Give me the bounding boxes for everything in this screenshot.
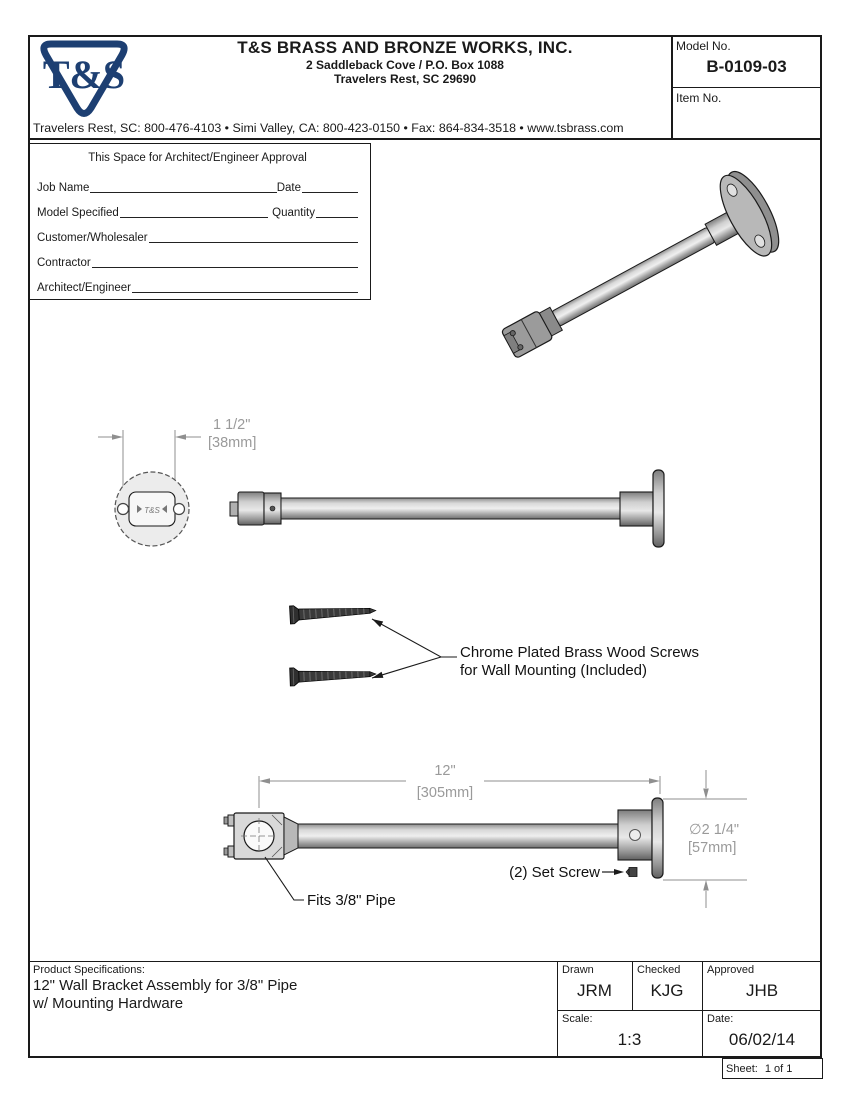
date-label: Date: [276, 182, 301, 194]
set-screw-hole: [630, 830, 641, 841]
date-value: 06/02/14: [728, 1030, 796, 1049]
architect-engineer-label: Architect/Engineer: [37, 282, 131, 294]
technical-drawing: [28, 138, 822, 961]
dimensioned-view: [224, 763, 747, 909]
wood-screws: [290, 602, 699, 686]
width-dimension: [98, 434, 201, 440]
model-specified-label: Model Specified: [37, 207, 119, 219]
screw-note-line2: for Wall Mounting (Included): [460, 662, 648, 679]
set-screw-note: (2) Set Screw: [509, 864, 600, 881]
company-address-2: Travelers Rest, SC 29690: [333, 72, 477, 86]
scale-label: Scale:: [562, 1013, 593, 1025]
wood-screw-1: [290, 602, 377, 624]
approved-value: JHB: [745, 981, 779, 1000]
set-screw-glyph: [629, 868, 637, 877]
bracket-rod: [298, 824, 618, 848]
isometric-view: [487, 165, 788, 384]
company-name: T&S BRASS AND BRONZE WORKS, INC.: [237, 38, 573, 57]
pipe-note: Fits 3/8" Pipe: [307, 892, 396, 909]
length-dim-inches: 12": [434, 763, 456, 779]
model-no-value: B-0109-03: [706, 57, 787, 76]
diameter-dimension: [663, 770, 747, 908]
dia-dim-mm: [57mm]: [688, 840, 737, 856]
sheet-label: Sheet:: [726, 1062, 758, 1075]
width-dim-mm: [38mm]: [208, 435, 257, 451]
dia-dim-inches: ∅2 1/4": [689, 822, 740, 838]
mount-hole-left: [118, 504, 129, 515]
screw-note-line1: Chrome Plated Brass Wood Screws: [460, 644, 699, 661]
item-no-label: Item No.: [676, 91, 722, 105]
contact-line: Travelers Rest, SC: 800-476-4103 • Simi Valley, CA: 800-423-0150 • Fax: 864-834-3518 • www.tsbrass.com: [33, 121, 624, 135]
quantity-label: Quantity: [272, 207, 315, 219]
approved-label: Approved: [707, 964, 755, 976]
mount-hole-right: [174, 504, 185, 515]
ts-logo-text: T&S: [42, 52, 126, 97]
sheet-box: [722, 1058, 823, 1079]
plate-logo-mark: T&S: [144, 506, 160, 515]
date-label: Date:: [707, 1013, 734, 1025]
screw-leader-1: [372, 619, 457, 657]
wall-flange: [652, 798, 663, 878]
contractor-label: Contractor: [37, 257, 91, 269]
ts-logo: [36, 38, 132, 124]
company-address-1: 2 Saddleback Cove / P.O. Box 1088: [306, 58, 504, 72]
spec-label: Product Specifications:: [33, 964, 145, 976]
model-item-divider: [671, 87, 822, 88]
wood-screw-2: [290, 665, 377, 686]
drawn-label: Drawn: [562, 964, 594, 976]
checked-label: Checked: [637, 964, 681, 976]
pipe-clamp: [224, 813, 300, 859]
spec-line1: 12" Wall Bracket Assembly for 3/8" Pipe: [33, 977, 298, 994]
sheet-value: 1 of 1: [764, 1062, 793, 1075]
model-no-label: Model No.: [676, 39, 731, 53]
job-name-label: Job Name: [37, 182, 90, 194]
length-dim-mm: [305mm]: [416, 785, 474, 801]
drawn-value: JRM: [577, 981, 612, 1000]
width-dim-inches: 1 1/2": [213, 417, 251, 433]
spec-line2: w/ Mounting Hardware: [33, 995, 184, 1012]
approval-title: This Space for Architect/Engineer Approval: [88, 152, 307, 164]
side-view: [230, 470, 664, 547]
pipe-note-leader: [265, 857, 304, 900]
checked-value: KJG: [650, 981, 684, 1000]
scale-value: 1:3: [617, 1030, 642, 1049]
front-view: [98, 417, 256, 546]
customer-wholesaler-label: Customer/Wholesaler: [37, 232, 148, 244]
titleblock-row-line: [557, 1010, 822, 1011]
